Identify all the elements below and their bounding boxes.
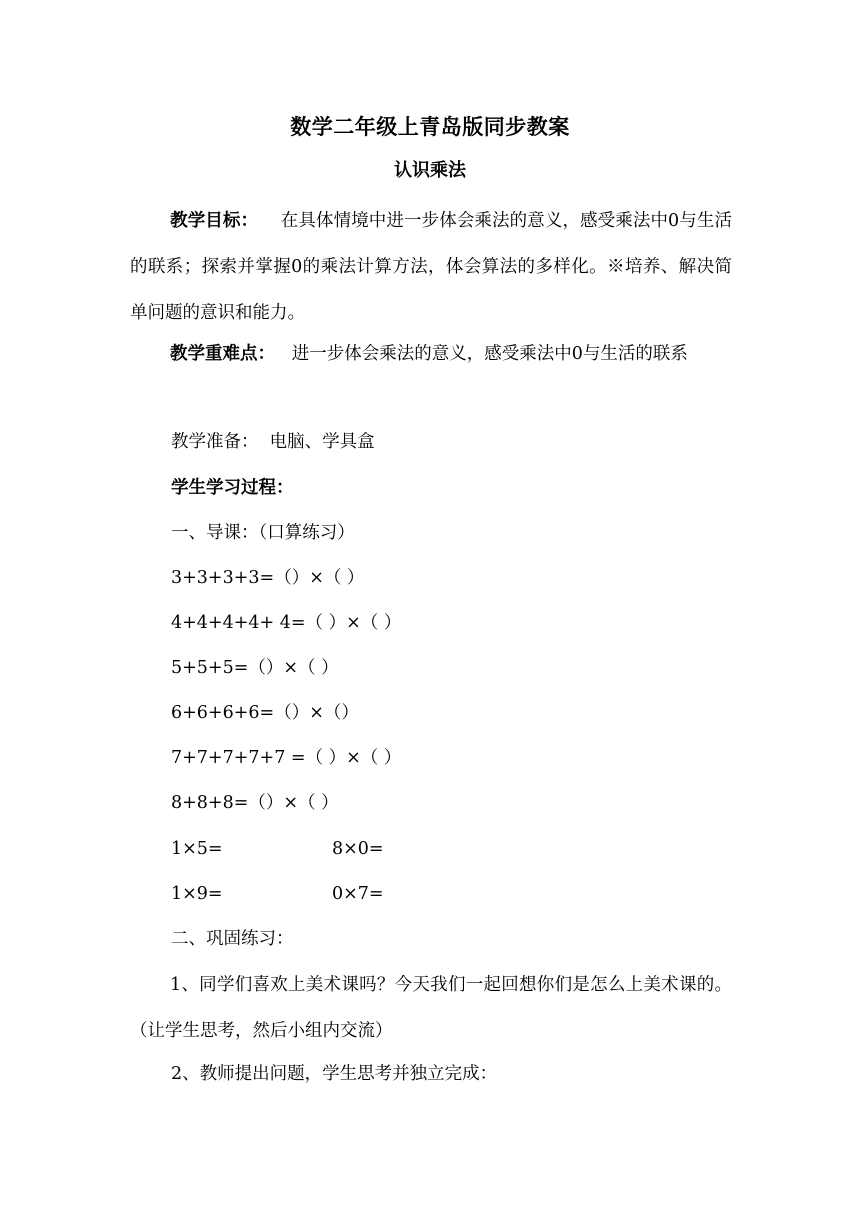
objectives-label: 教学目标： [170,211,259,231]
document-title: 数学二年级上青岛版同步教案 [290,115,570,139]
preparation-text: 电脑、学具盒 [269,432,375,452]
item2-line: 2、教师提出问题，学生思考并独立完成： [171,1064,498,1084]
mult-item: 1×5= [171,839,223,859]
objectives-text: 在具体情境中进一步体会乘法的意义，感受乘法中0与生活的联系；探索并掌握0的乘法计算方法，体会算法的多样化。※培养、解决简单问题的意识和能力。 [130,211,732,323]
exercise-line: 3+3+3+3=（）×（ ） [171,568,365,588]
objectives-paragraph [130,198,732,336]
item1-text: 1、同学们喜欢上美术课吗？今天我们一起回想你们是怎么上美术课的。（让学生思考，然后小组内交流） [130,975,732,1041]
exercise-line: 5+5+5=（）×（ ） [171,658,339,678]
preparation-line [171,427,375,457]
exercise-line: 6+6+6+6=（）×（） [171,703,359,723]
item1-paragraph [130,962,732,1054]
mult-item: 0×7= [332,884,384,904]
preparation-label: 教学准备： [171,432,259,452]
exercise-line: 8+8+8=（）×（ ） [171,793,339,813]
section2-heading: 二、巩固练习： [171,929,294,949]
document-subtitle: 认识乘法 [394,160,466,181]
process-heading: 学生学习过程： [171,478,294,498]
mult-item: 1×9= [171,884,223,904]
exercise-line: 7+7+7+7+7 =（ ）×（ ） [171,748,402,768]
key-points-paragraph [130,331,732,377]
key-points-text: 进一步体会乘法的意义，感受乘法中0与生活的联系 [291,344,688,364]
mult-item: 8×0= [332,839,384,859]
exercise-line: 4+4+4+4+ 4=（ ）×（ ） [171,613,402,633]
section1-heading: 一、导课：（口算练习） [171,523,355,543]
key-points-label: 教学重难点： [170,344,275,364]
